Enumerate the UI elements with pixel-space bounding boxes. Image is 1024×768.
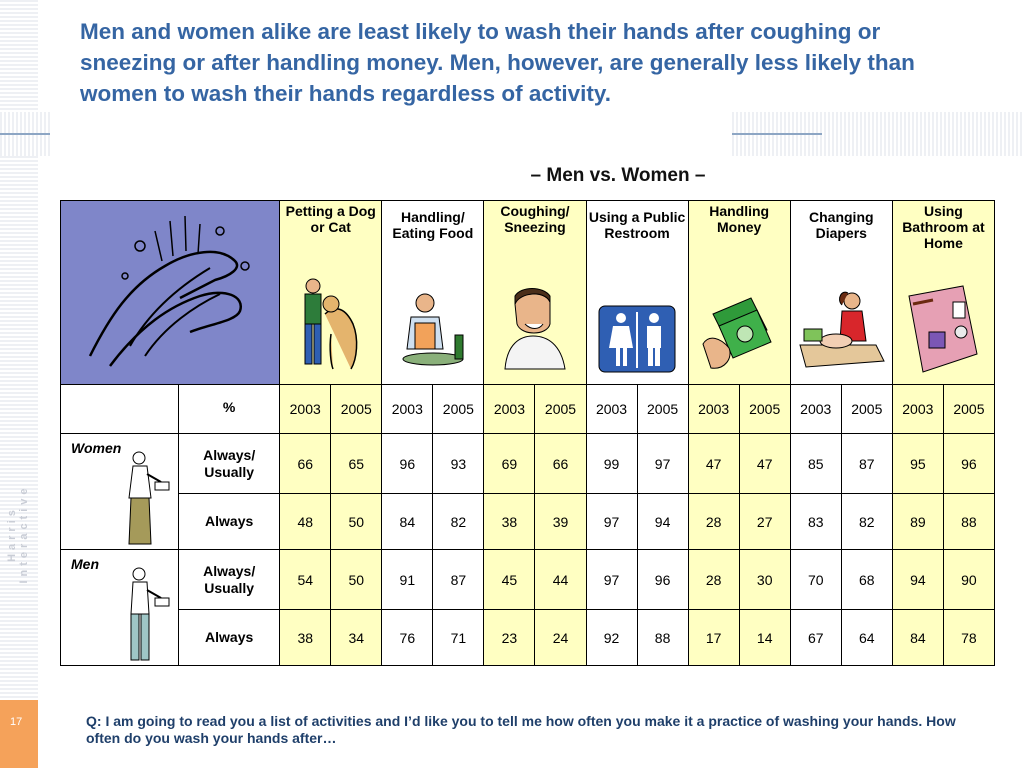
activity-diapers: Changing Diapers	[790, 201, 892, 385]
table-cell: 96	[637, 550, 688, 610]
slide-subtitle: – Men vs. Women –	[530, 165, 706, 186]
page-number: 17	[10, 716, 23, 728]
table-cell: 76	[382, 610, 433, 666]
group-women	[61, 434, 179, 550]
year-label: 2003	[790, 385, 841, 434]
measure-label: Always/ Usually	[179, 434, 280, 494]
diaper-icon	[796, 289, 886, 374]
activity-coughing: Coughing/ Sneezing	[484, 201, 586, 385]
table-cell: 70	[790, 550, 841, 610]
table-cell: 45	[484, 550, 535, 610]
year-label: 2003	[892, 385, 943, 434]
stripe-gap	[50, 110, 730, 158]
year-header-row	[61, 385, 995, 434]
table-cell: 92	[586, 610, 637, 666]
blank-corner	[61, 385, 179, 434]
table-row	[61, 550, 995, 610]
percent-label: %	[179, 385, 280, 434]
table-cell: 68	[841, 550, 892, 610]
table-cell: 47	[688, 434, 739, 494]
table-cell: 67	[790, 610, 841, 666]
table-row	[61, 434, 995, 494]
table-cell: 28	[688, 550, 739, 610]
year-label: 2005	[535, 385, 586, 434]
activity-petting: Petting a Dog or Cat	[280, 201, 382, 385]
year-label: 2003	[484, 385, 535, 434]
table-cell: 27	[739, 494, 790, 550]
table-cell: 50	[331, 494, 382, 550]
food-handling-icon	[393, 289, 473, 374]
table-cell: 97	[586, 550, 637, 610]
table-cell: 87	[841, 434, 892, 494]
washing-hands-icon	[70, 206, 270, 376]
man-washing-icon	[121, 564, 171, 664]
table-cell: 97	[637, 434, 688, 494]
table-cell: 97	[586, 494, 637, 550]
year-label: 2003	[586, 385, 637, 434]
table-row	[61, 494, 995, 550]
activity-money: Handling Money	[688, 201, 790, 385]
title-rule-left	[0, 133, 50, 135]
table-cell: 85	[790, 434, 841, 494]
slide-title: Men and women alike are least likely to wash their hands after coughing or sneezing or after handling money. Men, however, are generally less likely than women to wash their hands regardless of activity.	[80, 19, 915, 106]
dog-petting-icon	[291, 274, 371, 374]
table-cell: 95	[892, 434, 943, 494]
table-cell: 24	[535, 610, 586, 666]
measure-label: Always	[179, 610, 280, 666]
activity-header-row	[61, 201, 995, 385]
table-cell: 66	[535, 434, 586, 494]
table-cell: 14	[739, 610, 790, 666]
table-cell: 96	[943, 434, 994, 494]
table-cell: 38	[280, 610, 331, 666]
table-row	[61, 610, 995, 666]
year-label: 2005	[841, 385, 892, 434]
table-cell: 66	[280, 434, 331, 494]
group-label: Women	[71, 440, 122, 456]
year-label: 2003	[280, 385, 331, 434]
table-cell: 64	[841, 610, 892, 666]
table-cell: 84	[892, 610, 943, 666]
table-cell: 89	[892, 494, 943, 550]
table-cell: 94	[892, 550, 943, 610]
table-cell: 96	[382, 434, 433, 494]
year-label: 2003	[382, 385, 433, 434]
page-number-box	[0, 700, 38, 768]
table-cell: 88	[637, 610, 688, 666]
table-cell: 69	[484, 434, 535, 494]
year-label: 2005	[331, 385, 382, 434]
table-cell: 44	[535, 550, 586, 610]
table-cell: 71	[433, 610, 484, 666]
group-label: Men	[71, 556, 99, 572]
table-cell: 23	[484, 610, 535, 666]
table-cell: 90	[943, 550, 994, 610]
survey-question: Q: I am going to read you a list of activities and I’d like you to tell me how often you make it a practice of washing your hands. How often do you wash your hands after…	[86, 713, 956, 746]
table-cell: 82	[841, 494, 892, 550]
table-cell: 38	[484, 494, 535, 550]
table-cell: 88	[943, 494, 994, 550]
table-cell: 39	[535, 494, 586, 550]
money-icon	[699, 284, 779, 374]
table-cell: 50	[331, 550, 382, 610]
table-cell: 47	[739, 434, 790, 494]
year-label: 2005	[943, 385, 994, 434]
table-cell: 82	[433, 494, 484, 550]
activity-restroom: Using a Public Restroom	[586, 201, 688, 385]
table-cell: 65	[331, 434, 382, 494]
table-cell: 94	[637, 494, 688, 550]
home-bathroom-icon	[903, 284, 983, 374]
year-label: 2003	[688, 385, 739, 434]
activity-home-bathroom: Using Bathroom at Home	[892, 201, 994, 385]
handwashing-table	[60, 200, 995, 666]
table-cell: 48	[280, 494, 331, 550]
brand-vertical-text: Harris Interactive	[6, 484, 30, 584]
year-label: 2005	[637, 385, 688, 434]
measure-label: Always/ Usually	[179, 550, 280, 610]
table-cell: 91	[382, 550, 433, 610]
table-cell: 83	[790, 494, 841, 550]
table-cell: 99	[586, 434, 637, 494]
table-cell: 93	[433, 434, 484, 494]
woman-washing-icon	[121, 448, 171, 548]
table-cell: 87	[433, 550, 484, 610]
handwashing-illustration	[61, 201, 280, 385]
table-cell: 34	[331, 610, 382, 666]
table-cell: 78	[943, 610, 994, 666]
table-cell: 54	[280, 550, 331, 610]
group-men	[61, 550, 179, 666]
table-cell: 28	[688, 494, 739, 550]
table-cell: 84	[382, 494, 433, 550]
table-cell: 17	[688, 610, 739, 666]
restroom-icon	[597, 304, 677, 374]
sneezing-icon	[495, 284, 575, 374]
year-label: 2005	[739, 385, 790, 434]
measure-label: Always	[179, 494, 280, 550]
activity-food: Handling/ Eating Food	[382, 201, 484, 385]
title-rule-right	[732, 133, 822, 135]
year-label: 2005	[433, 385, 484, 434]
table-cell: 30	[739, 550, 790, 610]
